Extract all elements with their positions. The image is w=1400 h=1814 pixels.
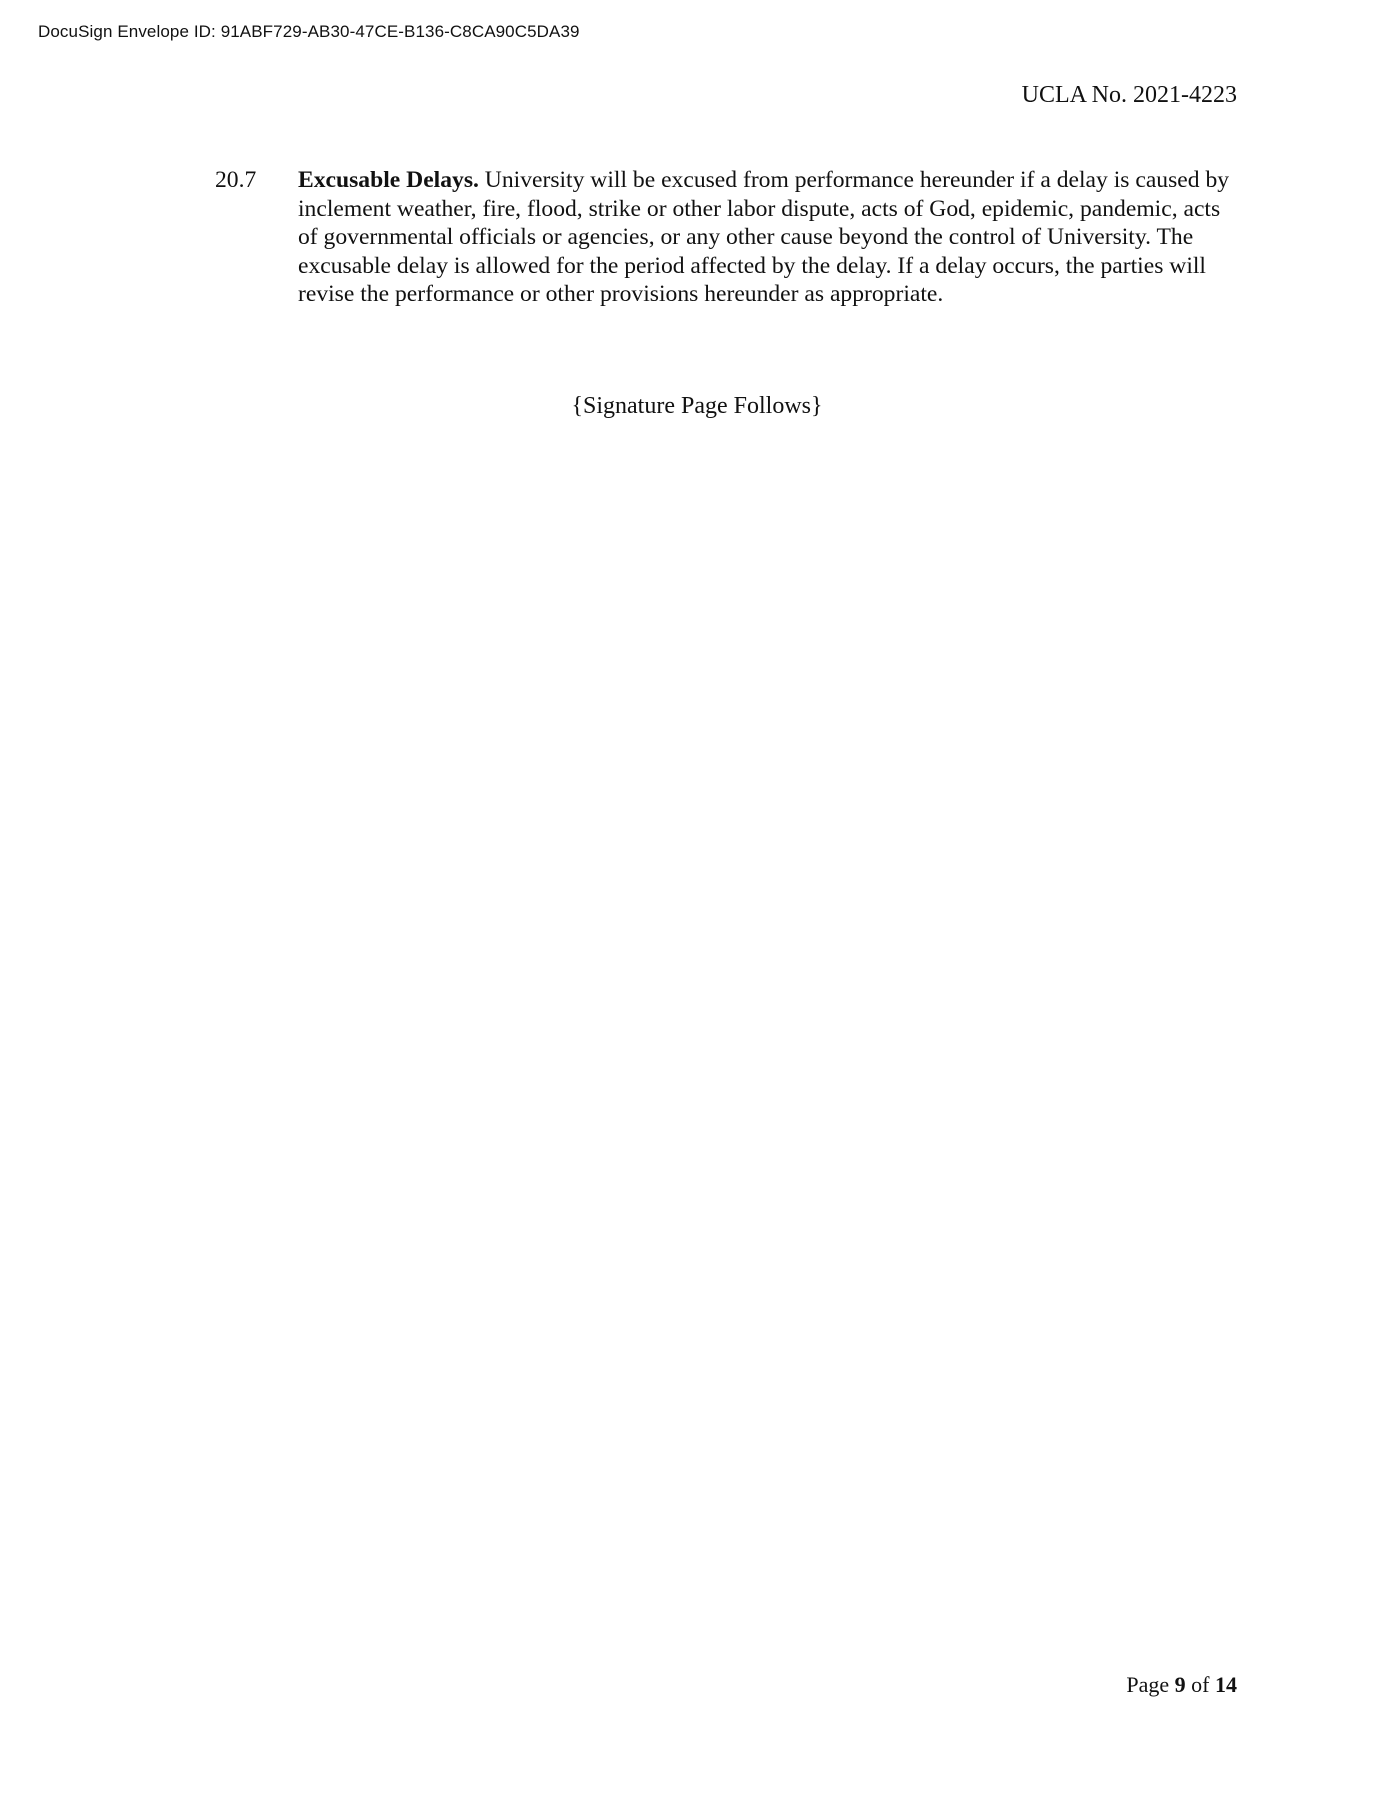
document-number: UCLA No. 2021-4223 [1021,82,1237,108]
signature-page-note [0,393,1400,420]
section-body [298,166,1237,309]
envelope-id: DocuSign Envelope ID: 91ABF729-AB30-47CE-B136-C8CA90C5DA39 [38,22,580,41]
of-label: of [1191,1672,1210,1697]
section-number: 20.7 [215,167,257,193]
page-footer [1126,1672,1237,1698]
section-heading: Excusable Delays. [298,167,479,193]
current-page-number: 9 [1174,1672,1186,1697]
section-text: University will be excused from performance hereunder if a delay is caused by inclement weather, fire, flood, strike or other labor dispute, acts of God, epidemic, pandemic, acts of governmental officials or agencies, or any other cause beyond the control of University. The excusable delay is allowed for the period affected by the delay. If a delay occurs, the parties will revise the performance or other provisions hereunder as appropriate. [298,167,1230,307]
signature-note-text: {Signature Page Follows} [571,393,823,419]
section-20-7 [215,166,1237,309]
page-label: Page [1126,1672,1170,1697]
total-pages-number: 14 [1215,1672,1237,1697]
